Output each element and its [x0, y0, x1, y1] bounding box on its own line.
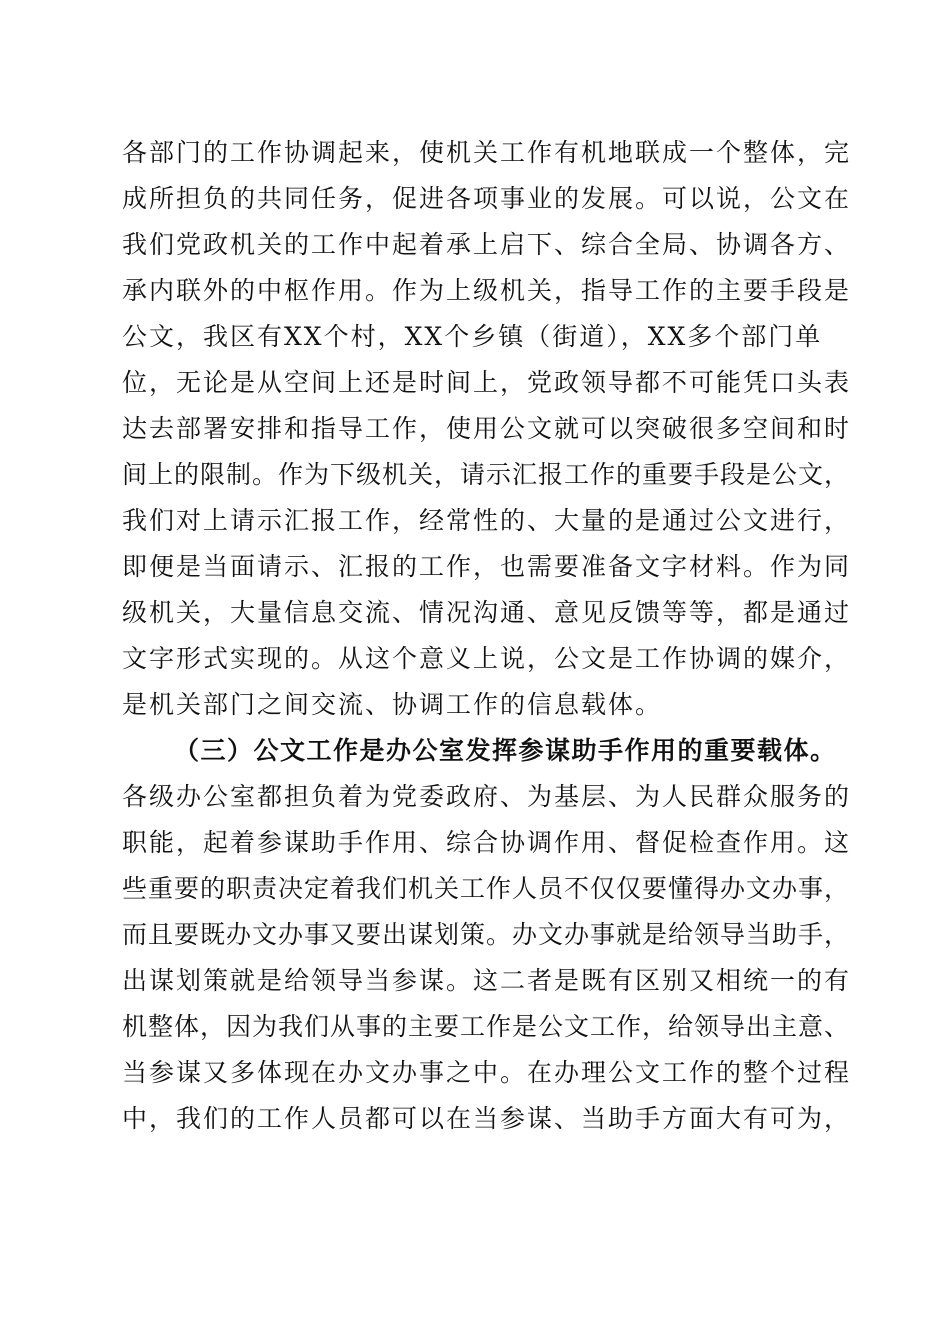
- text-line: 是机关部门之间交流、协调工作的信息载体。: [122, 690, 663, 719]
- text-line: 中，我们的工作人员都可以在当参谋、当助手方面大有可为，: [122, 1104, 852, 1133]
- text-line: 些重要的职责决定着我们机关工作人员不仅仅要懂得办文办事，: [122, 874, 851, 903]
- text-line: 位，无论是从空间上还是时间上，党政领导都不可能凭口头表: [122, 368, 852, 397]
- text-line: 各部门的工作协调起来，使机关工作有机地联成一个整体，完: [122, 138, 852, 167]
- text-line: 职能，起着参谋助手作用、综合协调作用、督促检查作用。这: [122, 828, 852, 857]
- text-line: 各级办公室都担负着为党委政府、为基层、为人民群众服务的: [122, 782, 852, 811]
- text-line: 公文，我区有XX个村，XX个乡镇（街道），XX多个部门单: [122, 322, 823, 351]
- text-line: 文字形式实现的。从这个意义上说，公文是工作协调的媒介，: [122, 644, 852, 673]
- text-line: 承内联外的中枢作用。作为上级机关，指导工作的主要手段是: [122, 276, 852, 305]
- text-line: 成所担负的共同任务，促进各项事业的发展。可以说，公文在: [122, 184, 852, 213]
- section-heading: （三）公文工作是办公室发挥参谋助手作用的重要载体。: [174, 736, 837, 765]
- text-line: 机整体，因为我们从事的主要工作是公文工作，给领导出主意、: [122, 1012, 851, 1041]
- document-body: [122, 130, 852, 1142]
- text-line: 即便是当面请示、汇报的工作，也需要准备文字材料。作为同: [122, 552, 852, 581]
- paragraph-1: [122, 130, 852, 728]
- text-line: 我们党政机关的工作中起着承上启下、综合全局、协调各方、: [122, 230, 852, 259]
- text-line: 达去部署安排和指导工作，使用公文就可以突破很多空间和时: [122, 414, 852, 443]
- paragraph-2: [122, 774, 852, 1142]
- text-line: 级机关，大量信息交流、情况沟通、意见反馈等等，都是通过: [122, 598, 852, 627]
- text-line: 我们对上请示汇报工作，经常性的、大量的是通过公文进行，: [122, 506, 852, 535]
- text-line: 间上的限制。作为下级机关，请示汇报工作的重要手段是公文，: [122, 460, 851, 489]
- text-line: 当参谋又多体现在办文办事之中。在办理公文工作的整个过程: [122, 1058, 852, 1087]
- text-line: 出谋划策就是给领导当参谋。这二者是既有区别又相统一的有: [122, 966, 852, 995]
- text-line: 而且要既办文办事又要出谋划策。办文办事就是给领导当助手，: [122, 920, 851, 949]
